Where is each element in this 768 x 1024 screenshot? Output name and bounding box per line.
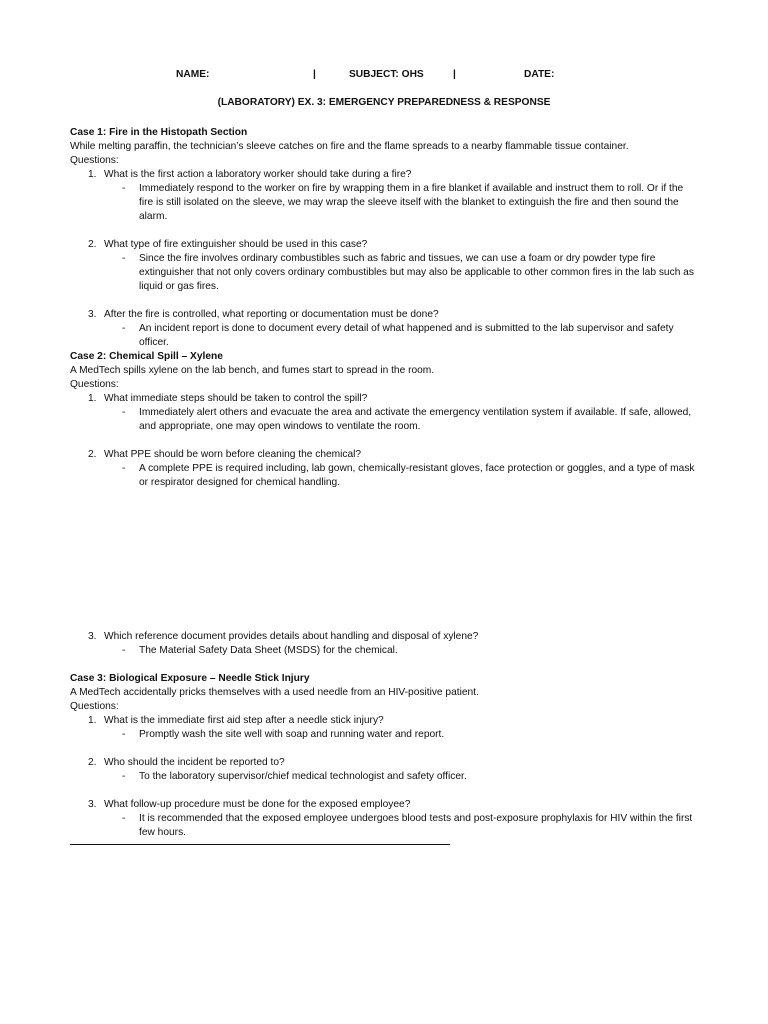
question-text: What PPE should be worn before cleaning the chemical? (104, 449, 362, 460)
horizontal-rule (70, 844, 450, 845)
question-number: 1. (88, 393, 97, 404)
question-number: 2. (88, 757, 97, 768)
bullet-dash: - (122, 771, 126, 782)
answer-text: It is recommended that the exposed employee undergoes blood tests and post-exposure prophylaxis for HIV within the first few hours. (139, 813, 693, 838)
question-item (70, 798, 698, 812)
answer-text: Promptly wash the site well with soap and running water and report. (139, 729, 445, 740)
answer-text: Immediately alert others and evacuate the area and activate the emergency ventilation system if available. If safe, allowed, and appropriate, one may open windows to ventilate the room. (139, 407, 692, 432)
question-number: 1. (88, 715, 97, 726)
answer-item (70, 812, 698, 840)
question-item (70, 714, 698, 728)
case-section (70, 126, 698, 350)
question-text: After the fire is controlled, what reporting or documentation must be done? (104, 309, 439, 320)
question-item (70, 308, 698, 322)
bullet-dash: - (122, 183, 126, 194)
bullet-dash: - (122, 645, 126, 656)
answer-text: To the laboratory supervisor/chief medical technologist and safety officer. (139, 771, 467, 782)
question-item (70, 448, 698, 462)
case-title: Case 2: Chemical Spill – Xylene (70, 351, 223, 362)
page-title: (LABORATORY) EX. 3: EMERGENCY PREPAREDNESS & RESPONSE (217, 97, 551, 108)
question-text: What is the first action a laboratory worker should take during a fire? (104, 169, 412, 180)
answer-item (70, 322, 698, 350)
answer-text: A complete PPE is required including, lab gown, chemically-resistant gloves, face protection or goggles, and a type of mask or respirator designed for chemical handling. (139, 463, 695, 488)
document-body (70, 126, 698, 845)
question-text: What immediate steps should be taken to control the spill? (104, 393, 368, 404)
question-number: 1. (88, 169, 97, 180)
question-number: 2. (88, 449, 97, 460)
case-scenario: A MedTech spills xylene on the lab bench, and fumes start to spread in the room. (70, 365, 435, 376)
header-separator: | (453, 69, 456, 80)
question-item (70, 392, 698, 406)
answer-item (70, 644, 698, 658)
question-number: 2. (88, 239, 97, 250)
question-number: 3. (88, 799, 97, 810)
answer-item (70, 770, 698, 784)
question-number: 3. (88, 631, 97, 642)
case-title: Case 3: Biological Exposure – Needle Stick Injury (70, 673, 310, 684)
date-label: DATE: (524, 69, 555, 80)
question-item (70, 756, 698, 770)
blank-space (70, 490, 698, 630)
bullet-dash: - (122, 323, 126, 334)
answer-text: An incident report is done to document every detail of what happened and is submitted to the lab supervisor and safety officer. (139, 323, 674, 348)
question-text: What is the immediate first aid step after a needle stick injury? (104, 715, 384, 726)
case-scenario: A MedTech accidentally pricks themselves with a used needle from an HIV-positive patient. (70, 687, 479, 698)
answer-text: Immediately respond to the worker on fire by wrapping them in a fire blanket if available and instruct them to roll. Or if the fire is still isolated on the sleeve, we may wrap the sleeve itself with the blanket to extinguish the fire and then sound the alarm. (139, 183, 684, 222)
question-item (70, 168, 698, 182)
answer-item (70, 252, 698, 294)
name-label: NAME: (176, 69, 210, 80)
subject-label: SUBJECT: OHS (349, 69, 424, 80)
case-section (70, 350, 698, 672)
answer-item (70, 728, 698, 742)
case-section (70, 672, 698, 840)
questions-label: Questions: (70, 155, 119, 166)
bullet-dash: - (122, 407, 126, 418)
question-text: What follow-up procedure must be done for the exposed employee? (104, 799, 411, 810)
header-separator: | (313, 69, 316, 80)
answer-text: Since the fire involves ordinary combustibles such as fabric and tissues, we can use a foam or dry powder type fire extinguisher that not only covers ordinary combustibles but may also be applicable to other common fires in the lab such as liquid or gas fires. (139, 253, 694, 292)
bullet-dash: - (122, 813, 126, 824)
question-text: What type of fire extinguisher should be used in this case? (104, 239, 368, 250)
questions-label: Questions: (70, 379, 119, 390)
question-item (70, 238, 698, 252)
case-title: Case 1: Fire in the Histopath Section (70, 127, 248, 138)
question-text: Which reference document provides details about handling and disposal of xylene? (104, 631, 479, 642)
bullet-dash: - (122, 463, 126, 474)
answer-item (70, 406, 698, 434)
question-item (70, 630, 698, 644)
header-line (0, 69, 768, 83)
answer-item (70, 462, 698, 490)
question-text: Who should the incident be reported to? (104, 757, 285, 768)
answer-text: The Material Safety Data Sheet (MSDS) for the chemical. (139, 645, 398, 656)
questions-label: Questions: (70, 701, 119, 712)
question-number: 3. (88, 309, 97, 320)
bullet-dash: - (122, 729, 126, 740)
bullet-dash: - (122, 253, 126, 264)
answer-item (70, 182, 698, 224)
case-scenario: While melting paraffin, the technician’s sleeve catches on fire and the flame spreads to a nearby flammable tissue container. (70, 141, 629, 152)
